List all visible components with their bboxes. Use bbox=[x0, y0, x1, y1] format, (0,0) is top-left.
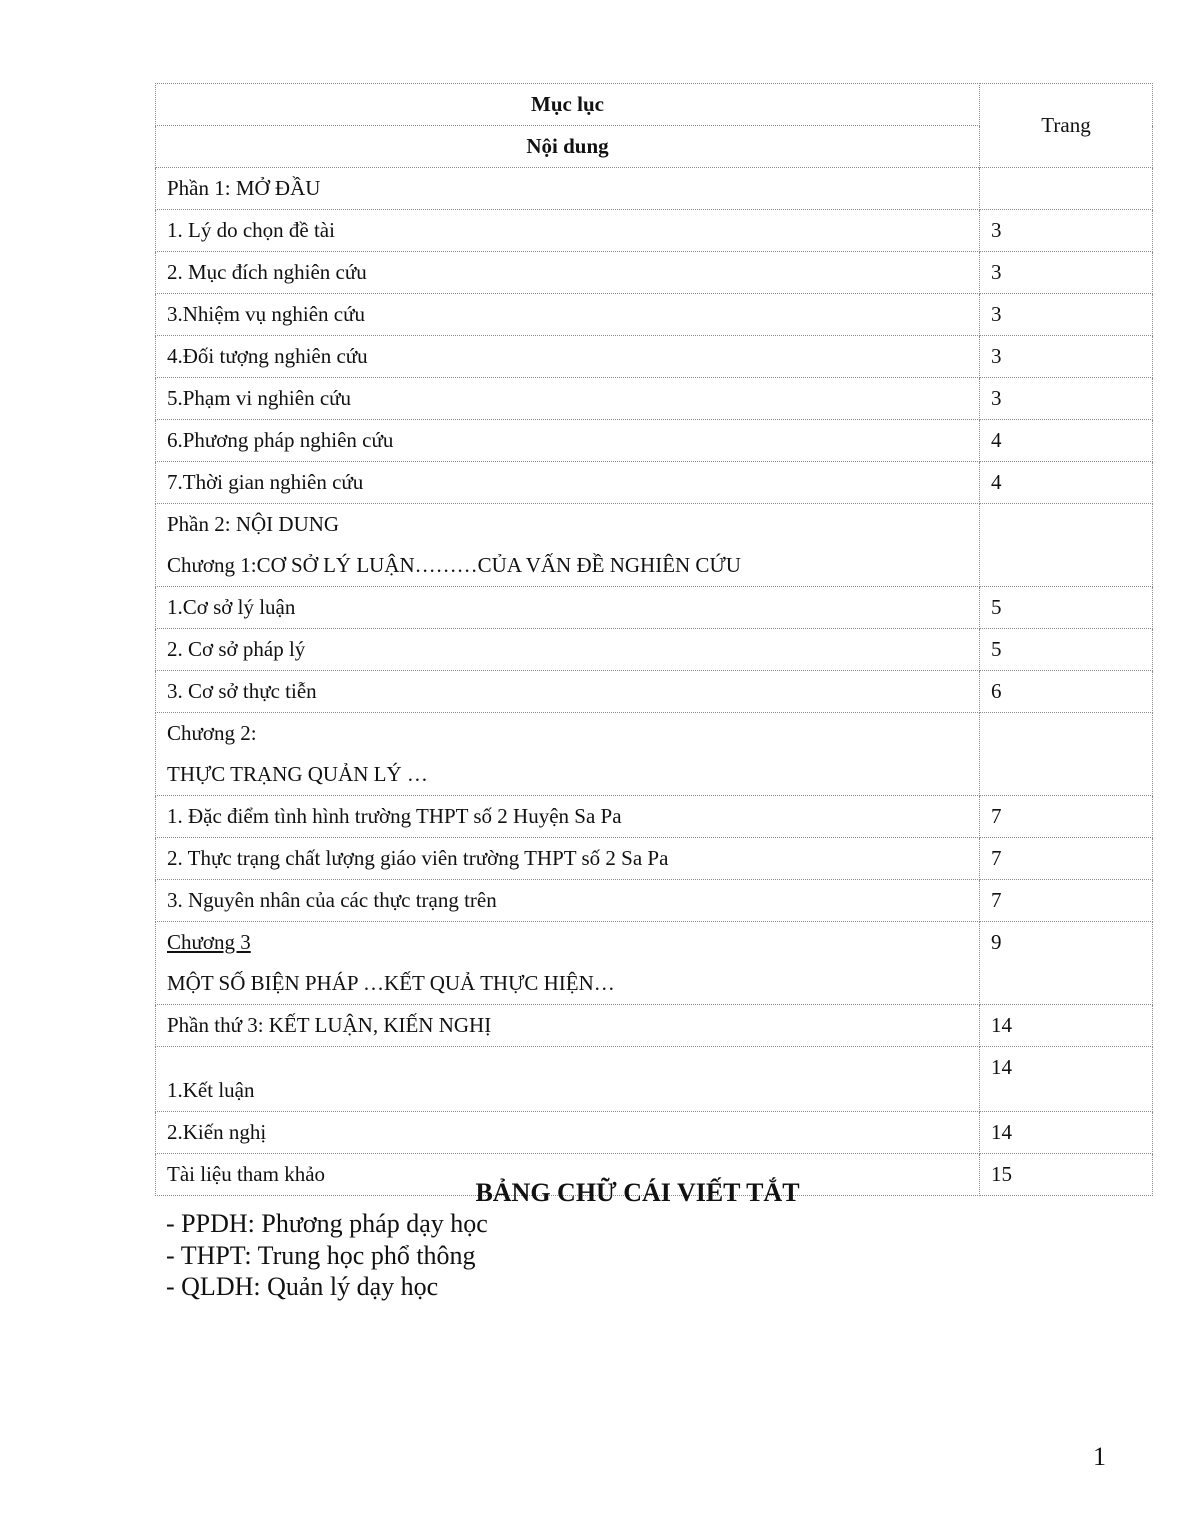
toc-header-content: Nội dung bbox=[156, 126, 980, 168]
toc-entry: Tài liệu tham khảo bbox=[156, 1154, 980, 1196]
table-row bbox=[156, 1005, 1153, 1047]
toc-title: Mục lục bbox=[156, 84, 980, 126]
table-row bbox=[156, 671, 1153, 713]
toc-entry: Chương 2: THỰC TRẠNG QUẢN LÝ … bbox=[156, 713, 980, 796]
toc-page: 4 bbox=[980, 420, 1153, 462]
toc-page: 7 bbox=[980, 796, 1153, 838]
toc-entry: 1.Kết luận bbox=[156, 1047, 980, 1112]
table-row bbox=[156, 336, 1153, 378]
list-item: - PPDH: Phương pháp dạy học bbox=[166, 1209, 488, 1238]
toc-page: 7 bbox=[980, 880, 1153, 922]
toc-page bbox=[980, 504, 1153, 587]
toc-entry: 3.Nhiệm vụ nghiên cứu bbox=[156, 294, 980, 336]
table-row bbox=[156, 1047, 1153, 1112]
table-row bbox=[156, 210, 1153, 252]
table-row bbox=[156, 922, 1153, 1005]
toc-entry: 5.Phạm vi nghiên cứu bbox=[156, 378, 980, 420]
toc-entry: 4.Đối tượng nghiên cứu bbox=[156, 336, 980, 378]
table-row bbox=[156, 629, 1153, 671]
toc-entry: 2. Thực trạng chất lượng giáo viên trường THPT số 2 Sa Pa bbox=[156, 838, 980, 880]
table-row bbox=[156, 252, 1153, 294]
toc-entry: 3. Nguyên nhân của các thực trạng trên bbox=[156, 880, 980, 922]
toc-page: 3 bbox=[980, 378, 1153, 420]
table-row bbox=[156, 880, 1153, 922]
toc-entry: 1. Đặc điểm tình hình trường THPT số 2 Huyện Sa Pa bbox=[156, 796, 980, 838]
toc-page bbox=[980, 168, 1153, 210]
table-row bbox=[156, 1112, 1153, 1154]
toc-page: 7 bbox=[980, 838, 1153, 880]
chapter-3-heading: Chương 3 bbox=[167, 930, 251, 954]
toc-entry: 3. Cơ sở thực tiễn bbox=[156, 671, 980, 713]
toc-entry: Phần 2: NỘI DUNG Chương 1:CƠ SỞ LÝ LUẬN………CỦA VẤN ĐỀ NGHIÊN CỨU bbox=[156, 504, 980, 587]
toc-page: 9 bbox=[980, 922, 1153, 1005]
list-item: - THPT: Trung học phổ thông bbox=[166, 1240, 476, 1270]
table-row bbox=[156, 420, 1153, 462]
list-item: - QLDH: Quản lý dạy học bbox=[166, 1272, 439, 1301]
toc-entry: 2. Cơ sở pháp lý bbox=[156, 629, 980, 671]
toc-page: 3 bbox=[980, 210, 1153, 252]
toc-page: 3 bbox=[980, 252, 1153, 294]
toc-entry: Phần thứ 3: KẾT LUẬN, KIẾN NGHỊ bbox=[156, 1005, 980, 1047]
toc-entry: 2. Mục đích nghiên cứu bbox=[156, 252, 980, 294]
table-row bbox=[156, 168, 1153, 210]
toc-page: 15 bbox=[980, 1154, 1153, 1196]
table-row bbox=[156, 378, 1153, 420]
table-row bbox=[156, 838, 1153, 880]
table-row bbox=[156, 796, 1153, 838]
table-row bbox=[156, 504, 1153, 587]
toc-entry: 1.Cơ sở lý luận bbox=[156, 587, 980, 629]
toc-entry: 6.Phương pháp nghiên cứu bbox=[156, 420, 980, 462]
toc-page: 5 bbox=[980, 629, 1153, 671]
toc-page: 14 bbox=[980, 1005, 1153, 1047]
toc-entry: 7.Thời gian nghiên cứu bbox=[156, 462, 980, 504]
abbreviations-list bbox=[166, 1208, 488, 1303]
page-number: 1 bbox=[1093, 1442, 1106, 1471]
toc-page: 14 bbox=[980, 1047, 1153, 1112]
toc-page: 5 bbox=[980, 587, 1153, 629]
toc-entry: Phần 1: MỞ ĐẦU bbox=[156, 168, 980, 210]
toc-page: 3 bbox=[980, 294, 1153, 336]
table-row bbox=[156, 713, 1153, 796]
table-row bbox=[156, 462, 1153, 504]
toc-header-page: Trang bbox=[980, 84, 1153, 168]
toc-entry: 1. Lý do chọn đề tài bbox=[156, 210, 980, 252]
table-of-contents bbox=[155, 83, 1153, 1196]
toc-page: 14 bbox=[980, 1112, 1153, 1154]
toc-entry: 2.Kiến nghị bbox=[156, 1112, 980, 1154]
table-row bbox=[156, 587, 1153, 629]
toc-page: 6 bbox=[980, 671, 1153, 713]
toc-page bbox=[980, 713, 1153, 796]
abbreviations-title: BẢNG CHỮ CÁI VIẾT TẮT bbox=[475, 1178, 800, 1207]
toc-page: 4 bbox=[980, 462, 1153, 504]
toc-entry: Chương 3 MỘT SỐ BIỆN PHÁP …KẾT QUẢ THỰC HIỆN… bbox=[156, 922, 980, 1005]
toc-page: 3 bbox=[980, 336, 1153, 378]
table-row bbox=[156, 294, 1153, 336]
